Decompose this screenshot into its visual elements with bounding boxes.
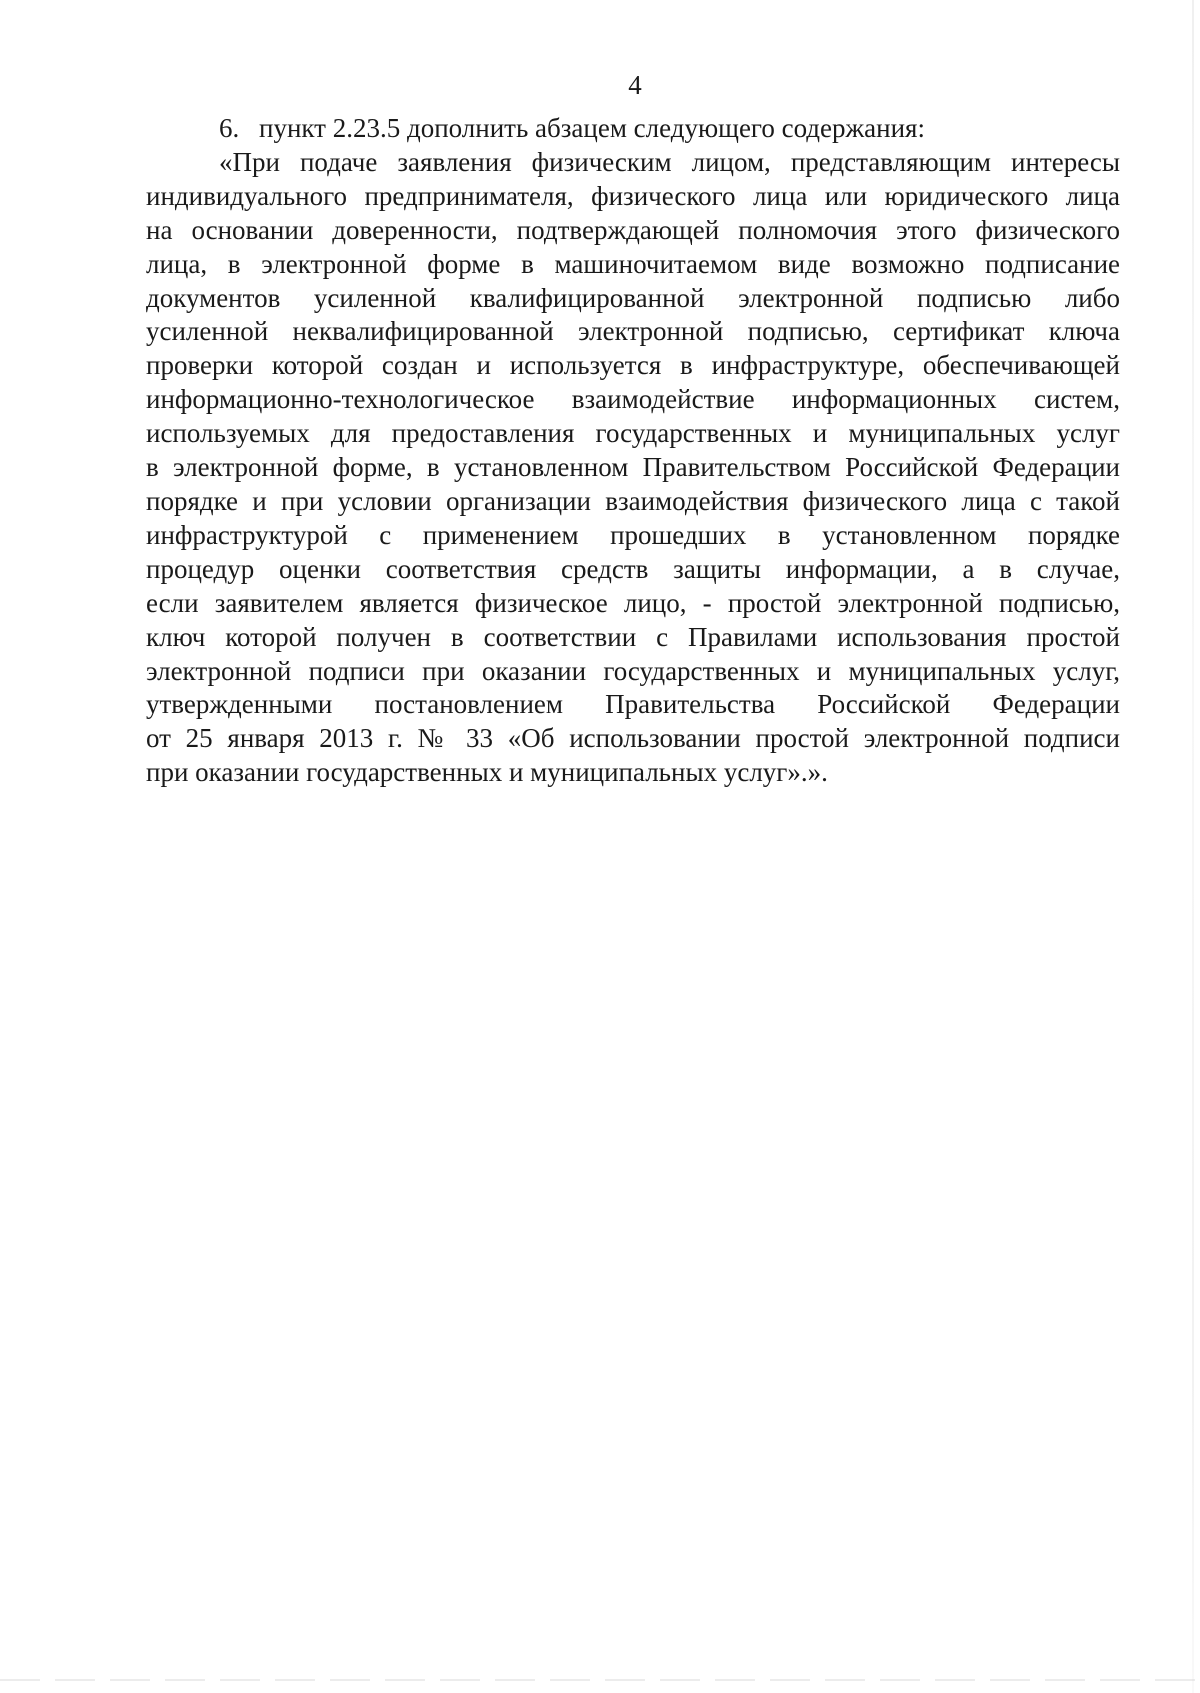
paragraph-line: индивидуального предпринимателя, физического лица или юридического лица [146,180,1120,211]
item-text: пункт 2.23.5 дополнить абзацем следующего содержания: [259,113,925,143]
list-item-6 [146,112,1120,146]
paragraph-line: проверки которой создан и используется в инфраструктуре, обеспечивающей [146,350,1120,381]
paragraph-line: используемых для предоставления государственных и муниципальных услуг [146,418,1120,449]
quoted-paragraph [146,146,1120,790]
paragraph-line: если заявителем является физическое лицо, - простой электронной подписью, [146,587,1120,618]
page-number: 4 [628,70,642,100]
paragraph-line: утвержденными постановлением Правительства Российской Федерации [146,689,1120,720]
paragraph-line: документов усиленной квалифицированной электронной подписью либо [146,282,1120,313]
scan-edge-bottom [0,1679,1200,1681]
paragraph-line: усиленной неквалифицированной электронной подписью, сертификат ключа [146,316,1120,347]
paragraph-line: при оказании государственных и муниципальных услуг».». [146,757,828,788]
paragraph-line: «При подаче заявления физическим лицом, представляющим интересы [219,146,1120,177]
document-body [146,112,1120,790]
paragraph-line: информационно-технологическое взаимодействие информационных систем, [146,384,1120,415]
paragraph-line: лица, в электронной форме в машиночитаемом виде возможно подписание [146,248,1120,279]
item-number: 6. [219,113,240,143]
paragraph-line: инфраструктурой с применением прошедших в установленном порядке [146,519,1120,550]
paragraph-line: в электронной форме, в установленном Правительством Российской Федерации [146,452,1120,483]
paragraph-line: порядке и при условии организации взаимодействия физического лица с такой [146,485,1120,516]
paragraph-line: от 25 января 2013 г. № 33 «Об использовании простой электронной подписи [146,723,1120,754]
paragraph-line: на основании доверенности, подтверждающей полномочия этого физического [146,214,1120,245]
paragraph-line: ключ которой получен в соответствии с Правилами использования простой [146,621,1120,652]
paragraph-line: процедур оценки соответствия средств защиты информации, а в случае, [146,553,1120,584]
paragraph-line: электронной подписи при оказании государственных и муниципальных услуг, [146,655,1120,686]
scan-edge-right [1192,0,1194,1693]
